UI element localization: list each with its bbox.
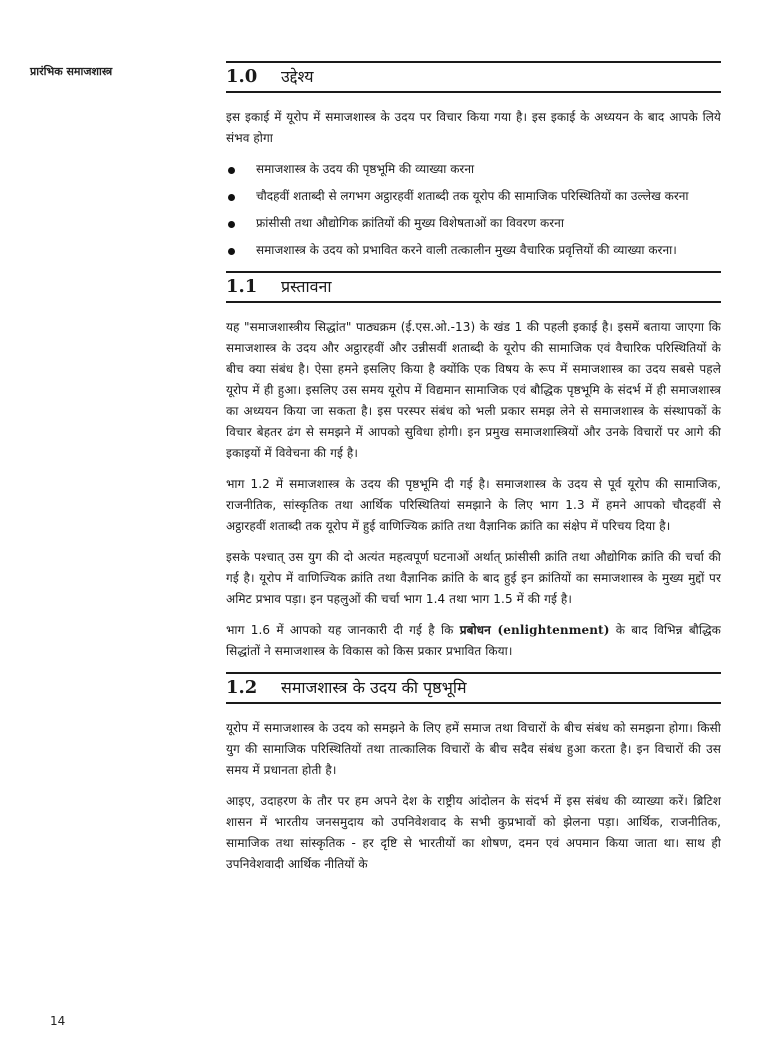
paragraph: आइए, उदाहरण के तौर पर हम अपने देश के राष्ट्रीय आंदोलन के संदर्भ में इस संबंध की व्याख्या करें। ब्रिटिश शासन में भारतीय जनसमुदाय को उपनिवेशवाद के सभी कुप्रभावों को झेलना पड़ा। आर्थिक, राजनीतिक, सामाजिक तथा सांस्कृतिक - हर दृष्टि से भारतीयों का शोषण, दमन एवं अपमान किया जाता था। साथ ही उपनिवेशवादी आर्थिक नीतियों के [226, 794, 721, 871]
objectives-intro: इस इकाई में यूरोप में समाजशास्त्र के उदय पर विचार किया गया है। इस इकाई के अध्ययन के बाद आपके लिये संभव होगा [226, 110, 721, 145]
bullet-icon [228, 167, 235, 174]
page-content [226, 52, 721, 885]
bullet-icon [228, 194, 235, 201]
list-item [226, 159, 721, 180]
list-item [226, 213, 721, 234]
list-item [226, 186, 721, 207]
section-title: समाजशास्त्र के उदय की पृष्ठभूमि [281, 678, 467, 697]
section-number: 1.2 [226, 677, 258, 698]
objective-text: फ्रांसीसी तथा औद्योगिक क्रांतियों की मुख्य विशेषताओं का विवरण करना [256, 216, 564, 230]
bold-term: प्रबोधन (enlightenment) [459, 623, 610, 637]
section-number: 1.1 [226, 276, 258, 297]
section-number: 1.0 [226, 66, 258, 87]
page-number: 14 [50, 1014, 66, 1028]
paragraph: इसके पश्चात् उस युग की दो अत्यंत महत्वपूर्ण घटनाओं अर्थात् फ्रांसीसी क्रांति तथा औद्योगिक क्रांति की चर्चा की गई है। यूरोप में वाणिज्यिक क्रांति तथा वैज्ञानिक क्रांति के बाद हुई इन क्रांतियों का समाजशास्त्र के मुख्य मुद्दों पर अमिट प्रभाव पड़ा। इन पहलुओं की चर्चा भाग 1.4 तथा भाग 1.5 में की गई है। [226, 550, 721, 606]
section-heading-1-1 [226, 271, 721, 303]
list-item [226, 240, 721, 261]
bullet-icon [228, 248, 235, 255]
running-head: प्रारंभिक समाजशास्त्र [30, 65, 113, 78]
paragraph: यूरोप में समाजशास्त्र के उदय को समझने के लिए हमें समाज तथा विचारों के बीच संबंध को समझना होगा। किसी युग की सामाजिक परिस्थितियों तथा तात्कालिक विचारों के बीच सदैव संबंध हुआ करता है। इन विचारों की उस समय में प्रधानता होती है। [226, 721, 721, 777]
paragraph [226, 620, 721, 662]
section-heading-1-2 [226, 672, 721, 704]
objective-text: चौदहवीं शताब्दी से लगभग अट्ठारहवीं शताब्दी तक यूरोप की सामाजिक परिस्थितियों का उल्लेख करना [256, 189, 689, 203]
objectives-list [226, 159, 721, 261]
paragraph: यह "समाजशास्त्रीय सिद्धांत" पाठ्यक्रम (ई.एस.ओ.-13) के खंड 1 की पहली इकाई है। इसमें बताया जाएगा कि समाजशास्त्र के उदय और अट्ठारहवीं और उन्नीसवीं शताब्दी के यूरोप की सामाजिक एवं वैचारिक परिस्थितियों के बीच क्या संबंध है। ऐसा हमने इसलिए किया है क्योंकि एक विषय के रूप में समाजशास्त्र का उदय सबसे पहले यूरोप में ही हुआ। इसलिए उस समय यूरोप में विद्यमान सामाजिक एवं बौद्धिक पृष्ठभूमि के संदर्भ में ही समाजशास्त्र का अध्ययन किया जा सकता है। इस परस्पर संबंध को भली प्रकार समझ लेने से समाजशास्त्र के संस्थापकों के विचार बेहतर ढंग से समझने में आपको सुविधा होगी। इन प्रमुख समाजशास्त्रियों और उनके विचारों पर आगे की इकाइयों में विवेचना की गई है। [226, 320, 721, 460]
bullet-icon [228, 221, 235, 228]
paragraph-text: भाग 1.6 में आपको यह जानकारी दी गई है कि [226, 623, 460, 637]
section-heading-1-0 [226, 61, 721, 93]
objective-text: समाजशास्त्र के उदय को प्रभावित करने वाली तत्कालीन मुख्य वैचारिक प्रवृत्तियों की व्याख्या करना। [256, 243, 677, 257]
section-title: प्रस्तावना [281, 277, 332, 296]
paragraph: भाग 1.2 में समाजशास्त्र के उदय की पृष्ठभूमि दी गई है। समाजशास्त्र के उदय से पूर्व यूरोप की सामाजिक, राजनीतिक, सांस्कृतिक तथा आर्थिक परिस्थितियां समझाने के लिए भाग 1.3 में हमने आपको चौदहवीं से अट्ठारहवीं शताब्दी तक यूरोप में हुई वाणिज्यिक क्रांति तथा वैज्ञानिक क्रांति का संक्षेप में परिचय दिया है। [226, 477, 721, 533]
section-title: उद्देश्य [281, 67, 314, 86]
objective-text: समाजशास्त्र के उदय की पृष्ठभूमि की व्याख्या करना [256, 162, 475, 176]
paragraph-text: के बाद विभिन्न बौद्धिक सिद्धांतों ने समाजशास्त्र के विकास को किस प्रकार प्रभावित किया। [226, 623, 721, 658]
